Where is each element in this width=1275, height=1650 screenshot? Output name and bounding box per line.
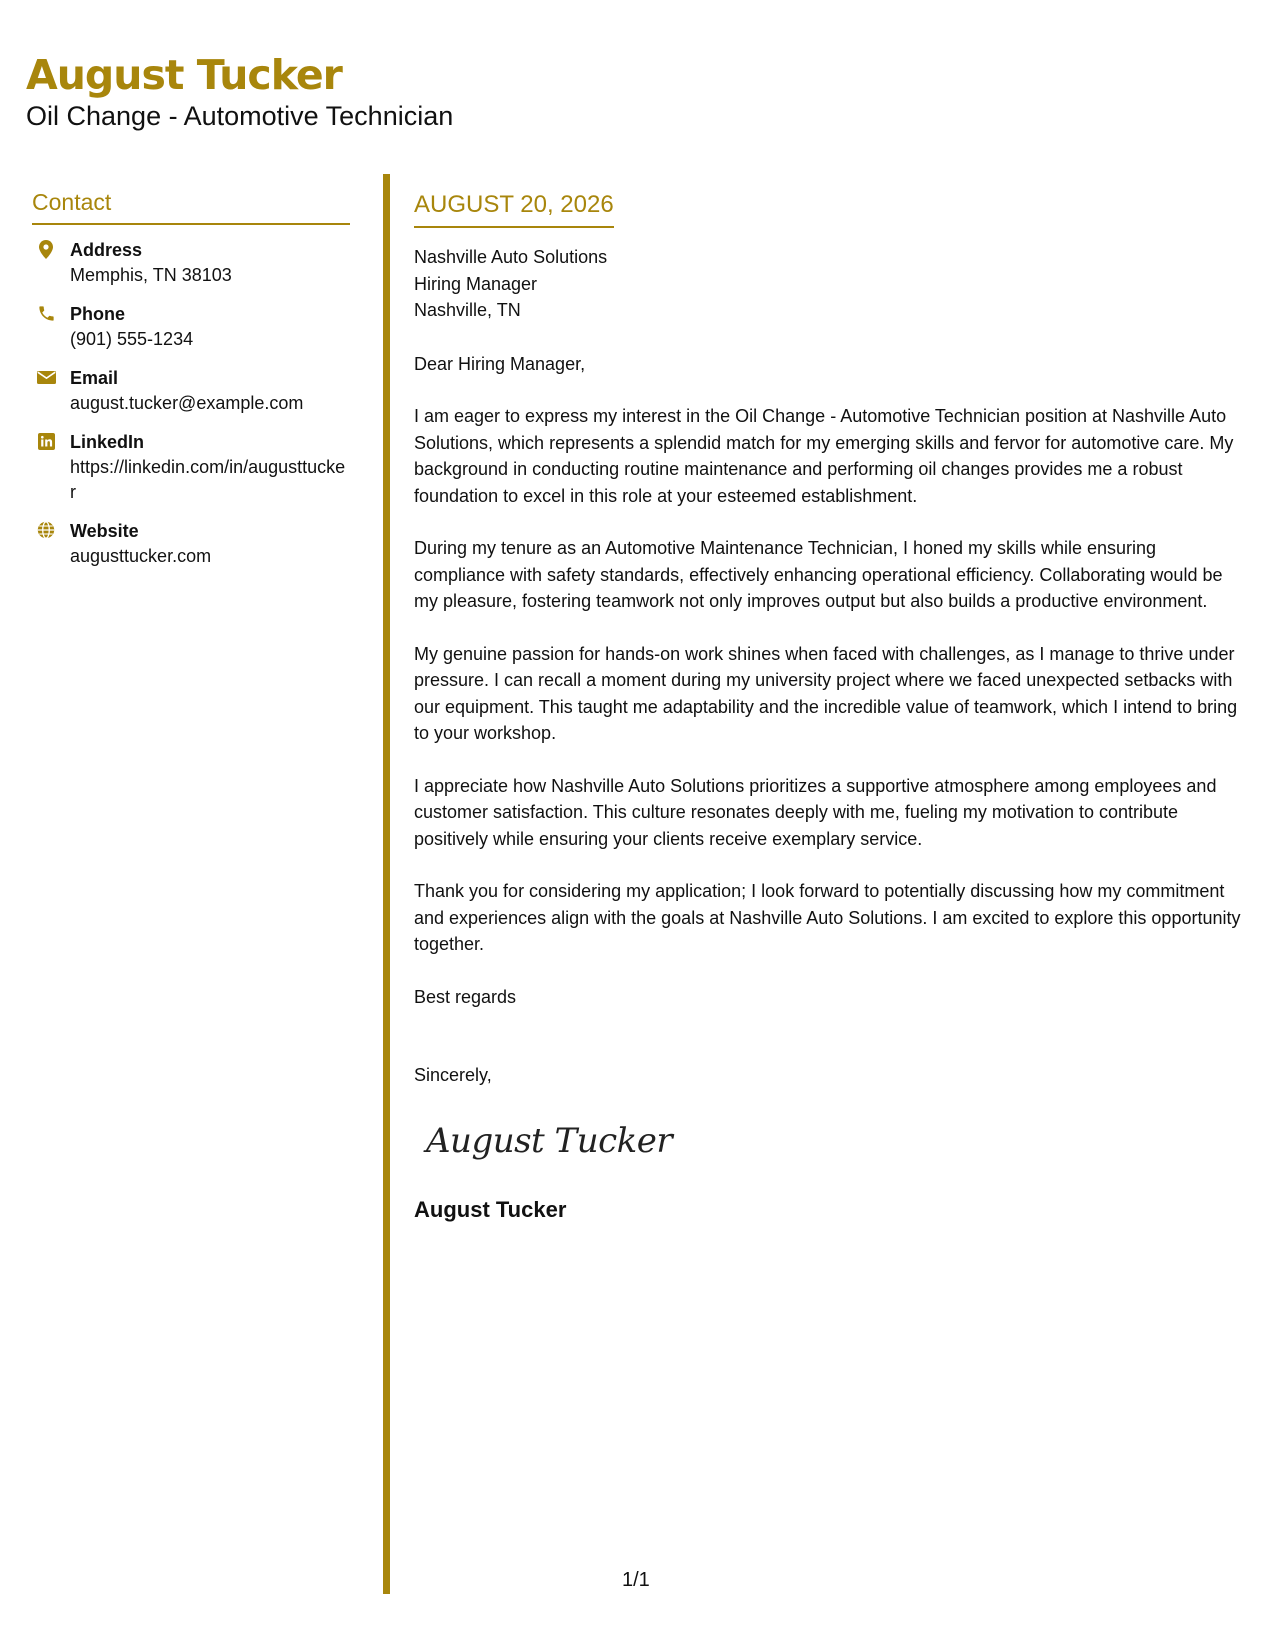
- contact-item-phone: [32, 302, 350, 352]
- letter-date: AUGUST 20, 2026: [414, 188, 614, 228]
- recipient-title: Hiring Manager: [414, 273, 538, 294]
- letter-paragraph: I am eager to express my interest in the Oil Change - Automotive Technician position at Nashville Auto Solutions, which represents a splendid match for my emerging skills and fervor for automotive care. My background in conducting routine maintenance and performing oil changes provides me a robust foundation to excel in this role at your esteemed establishment.: [414, 406, 1234, 506]
- contact-item-website: [32, 519, 350, 569]
- letter-paragraph: Thank you for considering my application; I look forward to potentially discussing how my commitment and experiences align with the goals at Nashville Auto Solutions. I am excited to explore this opportunity together.: [414, 881, 1241, 954]
- phone-icon: [36, 303, 56, 323]
- page-number: 1/1: [622, 1569, 650, 1591]
- contact-value-address: Memphis, TN 38103: [70, 265, 232, 285]
- linkedin-icon: [36, 431, 56, 451]
- vertical-divider: [383, 174, 390, 1594]
- contact-value-website: augusttucker.com: [70, 546, 212, 566]
- contact-item-email: [32, 366, 350, 416]
- contact-value-linkedin: https://linkedin.com/in/augusttucker: [70, 457, 346, 502]
- job-title: Oil Change - Automotive Technician: [26, 101, 454, 131]
- contact-value-phone: (901) 555-1234: [70, 329, 194, 349]
- contact-label-linkedin: LinkedIn: [70, 432, 145, 452]
- letter-paragraph: My genuine passion for hands-on work shines when faced with challenges, as I manage to thrive under pressure. I can recall a moment during my university project where we faced unexpected setbacks with our equipment. This taught me adaptability and the incredible value of teamwork, which I intend to bring to your workshop.: [414, 643, 1238, 743]
- contact-item-linkedin: [32, 430, 350, 505]
- contact-label-address: Address: [70, 240, 143, 260]
- handwritten-signature: August Tucker: [426, 1120, 673, 1161]
- recipient-block: [414, 244, 1244, 324]
- contact-heading: Contact: [32, 186, 350, 225]
- contact-item-address: [32, 238, 350, 288]
- closing: Best regards: [414, 986, 517, 1007]
- contact-sidebar: [32, 186, 350, 583]
- salutation: Dear Hiring Manager,: [414, 353, 586, 374]
- recipient-company: Nashville Auto Solutions: [414, 247, 608, 267]
- contact-label-email: Email: [70, 368, 119, 388]
- globe-icon: [36, 520, 56, 540]
- contact-label-website: Website: [70, 521, 139, 541]
- signoff: Sincerely,: [414, 1065, 492, 1085]
- map-pin-icon: [36, 239, 56, 259]
- contact-label-phone: Phone: [70, 304, 126, 324]
- letter-paragraph: I appreciate how Nashville Auto Solutions prioritizes a supportive atmosphere among employees and customer satisfaction. This culture resonates deeply with me, fueling my motivation to contribute positively while ensuring your clients receive exemplary service.: [414, 775, 1217, 849]
- letter-body: [414, 188, 1244, 1225]
- applicant-name: August Tucker: [26, 51, 342, 99]
- recipient-location: Nashville, TN: [414, 300, 521, 320]
- envelope-icon: [36, 367, 56, 387]
- contact-value-email: august.tucker@example.com: [70, 393, 304, 413]
- signer-name: August Tucker: [414, 1196, 567, 1222]
- letter-paragraph: During my tenure as an Automotive Maintenance Technician, I honed my skills while ensuring compliance with safety standards, effectively enhancing operational efficiency. Collaborating would be my pleasure, fostering teamwork not only improves output but also builds a productive environment.: [414, 538, 1223, 611]
